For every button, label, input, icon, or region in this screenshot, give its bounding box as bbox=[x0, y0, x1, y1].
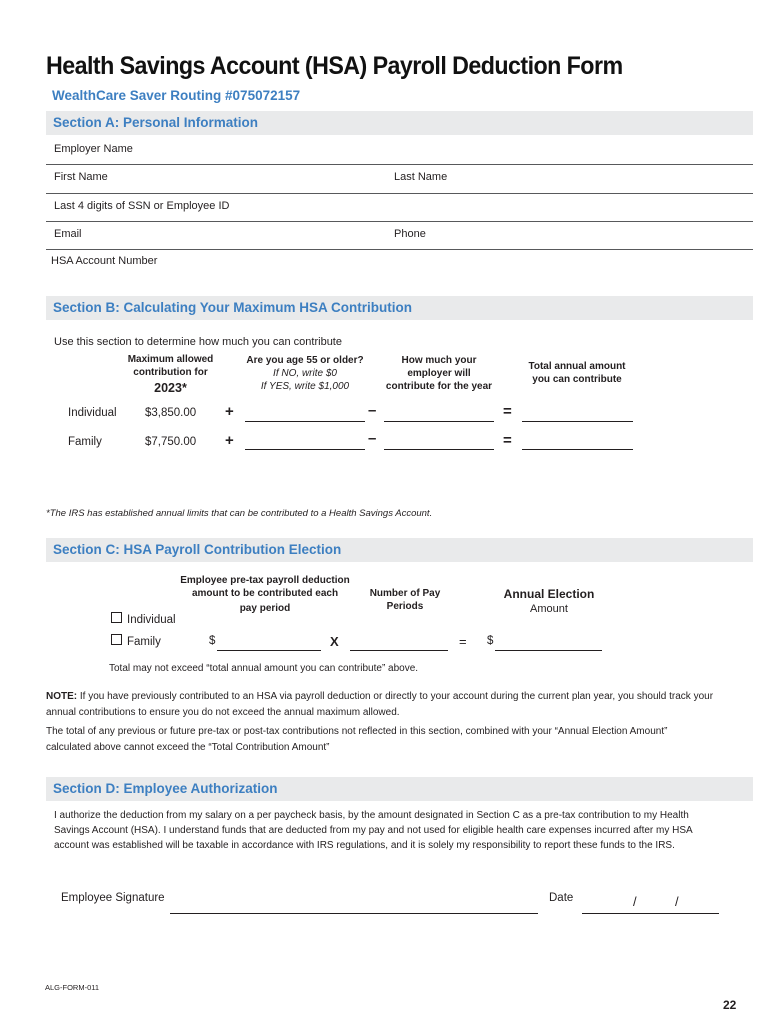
email-phone-field[interactable] bbox=[46, 249, 753, 250]
deduction-amount-input[interactable] bbox=[217, 650, 321, 651]
age-no-instruction: If NO, write $0 bbox=[273, 368, 337, 379]
employer-contribution-header-line: contribute for the year bbox=[385, 381, 493, 392]
ssn-label: Last 4 digits of SSN or Employee ID bbox=[54, 200, 230, 212]
minus-sign: – bbox=[368, 430, 377, 447]
annual-election-subtitle: Amount bbox=[530, 603, 568, 615]
pay-periods-header-line: Number of Pay bbox=[369, 588, 441, 599]
dollar-sign: $ bbox=[209, 635, 216, 647]
family-age-input[interactable] bbox=[245, 449, 365, 450]
payroll-deduction-header-line: amount to be contributed each bbox=[191, 588, 339, 599]
note-label: NOTE: bbox=[46, 691, 78, 702]
first-name-label: First Name bbox=[54, 171, 108, 183]
individual-age-input[interactable] bbox=[245, 421, 365, 422]
plus-sign: + bbox=[225, 432, 234, 449]
family-max-value: $7,750.00 bbox=[145, 436, 197, 448]
note-paragraph bbox=[46, 689, 756, 720]
note-text: annual contributions to ensure you do not exceed the annual maximum allowed. bbox=[46, 706, 400, 718]
page-title: Health Savings Account (HSA) Payroll Deduction Form bbox=[46, 52, 623, 80]
date-separator: / bbox=[675, 894, 679, 909]
age-yes-instruction: If YES, write $1,000 bbox=[260, 381, 350, 392]
total-annual-header-line: Total annual amount bbox=[528, 361, 626, 372]
routing-number: WealthCare Saver Routing #075072157 bbox=[52, 88, 301, 103]
ssn-field[interactable] bbox=[46, 221, 753, 222]
employer-contribution-header-line: employer will bbox=[407, 368, 471, 379]
date-field[interactable] bbox=[582, 913, 719, 914]
payroll-deduction-header-line: pay period bbox=[239, 603, 291, 614]
authorization-paragraph bbox=[54, 808, 754, 853]
annual-election-header bbox=[490, 587, 608, 615]
total-contribution-paragraph bbox=[46, 724, 756, 755]
signature-field[interactable] bbox=[170, 913, 538, 914]
hsa-account-label: HSA Account Number bbox=[51, 255, 158, 267]
equals-sign: = bbox=[503, 432, 512, 449]
equals-sign: = bbox=[459, 634, 467, 649]
section-a-header bbox=[46, 111, 753, 135]
family-row-label: Family bbox=[68, 436, 102, 448]
authorization-text: account was established will be taxable in accordance with IRS regulations, and it is solely my responsibility to report these funds to the IRS. bbox=[54, 840, 675, 851]
section-a-title: Section A: Personal Information bbox=[53, 115, 259, 130]
age-question-header bbox=[240, 354, 370, 393]
age-question: Are you age 55 or older? bbox=[246, 355, 364, 366]
pay-periods-input[interactable] bbox=[350, 650, 448, 651]
family-total-input[interactable] bbox=[522, 449, 633, 450]
payroll-deduction-header-line: Employee pre-tax payroll deduction bbox=[180, 575, 350, 586]
dollar-sign: $ bbox=[487, 635, 494, 647]
employer-name-label: Employer Name bbox=[54, 143, 133, 155]
last-name-label: Last Name bbox=[394, 171, 448, 183]
family-checkbox[interactable] bbox=[111, 634, 122, 645]
signature-label: Employee Signature bbox=[61, 892, 165, 904]
individual-employer-input[interactable] bbox=[384, 421, 494, 422]
total-contribution-text: The total of any previous or future pre-tax or post-tax contributions not reflected in this section, combined with your “Annual Election Amount” bbox=[46, 726, 668, 737]
employer-contribution-header bbox=[378, 354, 500, 393]
pay-periods-header bbox=[355, 587, 455, 613]
individual-option-label: Individual bbox=[127, 614, 176, 626]
plus-sign: + bbox=[225, 403, 234, 420]
date-separator: / bbox=[633, 894, 637, 909]
section-b-header bbox=[46, 296, 753, 320]
email-label: Email bbox=[54, 228, 82, 240]
page-number: 22 bbox=[723, 998, 737, 1012]
section-b-title: Section B: Calculating Your Maximum HSA Contribution bbox=[53, 300, 413, 315]
annual-election-input[interactable] bbox=[495, 650, 602, 651]
date-label: Date bbox=[549, 892, 574, 904]
annual-election-title: Annual Election bbox=[503, 587, 595, 601]
family-option-label: Family bbox=[127, 636, 161, 648]
irs-footnote: *The IRS has established annual limits that can be contributed to a Health Savings Account. bbox=[46, 508, 433, 519]
max-contribution-header-line: contribution for bbox=[133, 367, 208, 378]
authorization-text: I authorize the deduction from my salary on a per paycheck basis, by the amount designated in Section C as a pre-tax contribution to my Health bbox=[54, 810, 689, 821]
section-c-header bbox=[46, 538, 753, 562]
section-d-title: Section D: Employee Authorization bbox=[53, 781, 278, 796]
individual-max-value: $3,850.00 bbox=[145, 407, 197, 419]
individual-checkbox[interactable] bbox=[111, 612, 122, 623]
max-contribution-year: 2023* bbox=[154, 381, 187, 395]
individual-row-label: Individual bbox=[68, 407, 117, 419]
form-id: ALG-FORM-011 bbox=[45, 983, 100, 992]
section-d-header bbox=[46, 777, 753, 801]
family-employer-input[interactable] bbox=[384, 449, 494, 450]
total-limit-note: Total may not exceed “total annual amount you can contribute” above. bbox=[109, 663, 419, 674]
total-annual-header-line: you can contribute bbox=[532, 374, 622, 385]
equals-sign: = bbox=[503, 403, 512, 420]
section-c-title: Section C: HSA Payroll Contribution Election bbox=[53, 542, 342, 557]
individual-total-input[interactable] bbox=[522, 421, 633, 422]
phone-label: Phone bbox=[394, 228, 426, 240]
minus-sign: – bbox=[368, 402, 377, 419]
max-contribution-header bbox=[118, 353, 223, 395]
note-text: If you have previously contributed to an HSA via payroll deduction or directly to your account during the current plan year, you should track your bbox=[77, 691, 714, 702]
employer-contribution-header-line: How much your bbox=[401, 355, 477, 366]
total-annual-header bbox=[516, 360, 638, 386]
pay-periods-header-line: Periods bbox=[386, 601, 424, 612]
authorization-text: Savings Account (HSA). I understand funds that are deducted from my pay and not used for eligible health care expenses incurred after my HSA bbox=[54, 825, 693, 836]
section-b-intro: Use this section to determine how much you can contribute bbox=[54, 336, 342, 348]
employer-name-field[interactable] bbox=[46, 164, 753, 165]
max-contribution-header-line: Maximum allowed bbox=[127, 354, 214, 365]
total-contribution-text: calculated above cannot exceed the “Total Contribution Amount” bbox=[46, 741, 330, 753]
name-field[interactable] bbox=[46, 193, 753, 194]
multiply-sign: X bbox=[330, 634, 339, 649]
payroll-deduction-header bbox=[170, 574, 360, 615]
